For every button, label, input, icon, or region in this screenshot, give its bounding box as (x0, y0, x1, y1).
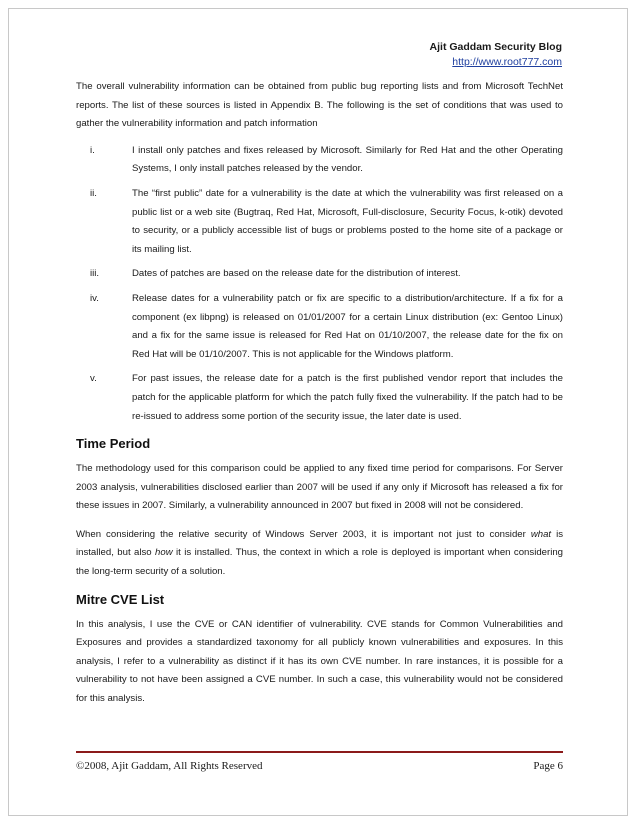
list-item-text: Release dates for a vulnerability patch or fix are specific to a distribution/architecture. If a fix for a component (ex libpng) is released on 01/01/2007 for a certain Linux distribution (ex: Gentoo Linux) and a fix for the same issue is released for Red Hat on 01/10/2007, the release date for the fix on Red Hat will be 01/10/2007. This is not applicable for the Windows platform. (132, 292, 563, 360)
page-content (76, 78, 563, 709)
time-period-paragraph-1: The methodology used for this comparison could be applied to any fixed time period for comparisons. For Server 2003 analysis, vulnerabilities disclosed earlier than 2007 will be used if any only if Microsoft has released a fix for these issues in 2007. Similarly, a vulnerability announced in 2007 but fixed in 2008 will not be considered. (76, 463, 563, 512)
list-item-number: v. (90, 373, 97, 385)
text-run: it is installed. Thus, the context in which a role is deployed is important when considering the long-term security of a solution. (76, 547, 563, 578)
blog-title: Ajit Gaddam Security Blog (429, 41, 562, 53)
list-item-text: Dates of patches are based on the release date for the distribution of interest. (132, 268, 461, 280)
list-item (76, 265, 563, 284)
list-item (76, 185, 563, 259)
list-item-number: iv. (90, 292, 99, 304)
page-number: Page 6 (533, 760, 563, 772)
intro-paragraph: The overall vulnerability information can be obtained from public bug reporting lists and from Microsoft TechNet reports. The list of these sources is listed in Appendix B. The following is the set of conditions that was used to gather the vulnerability information and patch information (76, 81, 563, 130)
emphasis-how: how (155, 547, 173, 559)
blog-url-link[interactable]: http://www.root777.com (452, 56, 562, 68)
list-item-text: The “first public” date for a vulnerability is the date at which the vulnerability was first released on a public list or a web site (Bugtraq, Red Hat, Microsoft, Full-disclosure, Security Focus, k-otik) devoted to security, or a publicly accessible list of bugs or problems posted to the home site of a package or its mailing list. (132, 187, 563, 255)
copyright-text: ©2008, Ajit Gaddam, All Rights Reserved (76, 760, 263, 772)
list-item-number: ii. (90, 187, 97, 199)
list-item-number: i. (90, 144, 95, 156)
list-item-text: For past issues, the release date for a patch is the first published vendor report that includes the patch for the applicable platform for which the patch fully fixed the vulnerability. If the patch had to be re-issued to address some portion of the security issue, the later date is used. (132, 373, 563, 422)
text-run: When considering the relative security of Windows Server 2003, it is important not just to consider (76, 528, 531, 540)
mitre-cve-paragraph: In this analysis, I use the CVE or CAN identifier of vulnerability. CVE stands for Common Vulnerabilities and Exposures and provides a standardized taxonomy for all publicly known vulnerabilities and exposures. In this analysis, I refer to a vulnerability as distinct if it has its own CVE number. In rare instances, it is possible for a vulnerability to not have been assigned a CVE number. In such a case, this vulnerability would not be considered for this analysis. (76, 618, 563, 705)
page-header (430, 40, 562, 70)
list-item-number: iii. (90, 268, 100, 280)
emphasis-what: what (530, 528, 552, 540)
list-item (76, 370, 563, 426)
list-item-text: I install only patches and fixes released by Microsoft. Similarly for Red Hat and the other Operating Systems, I only install patches released by the vendor. (132, 144, 563, 175)
conditions-list (76, 142, 563, 426)
list-item (76, 142, 563, 179)
mitre-cve-heading: Mitre CVE List (76, 591, 165, 607)
footer-divider (76, 751, 563, 753)
list-item (76, 290, 563, 364)
time-period-heading: Time Period (76, 436, 151, 452)
time-period-paragraph-2 (76, 526, 563, 582)
text-run: is installed, but also (76, 528, 564, 559)
page-footer (76, 760, 563, 772)
